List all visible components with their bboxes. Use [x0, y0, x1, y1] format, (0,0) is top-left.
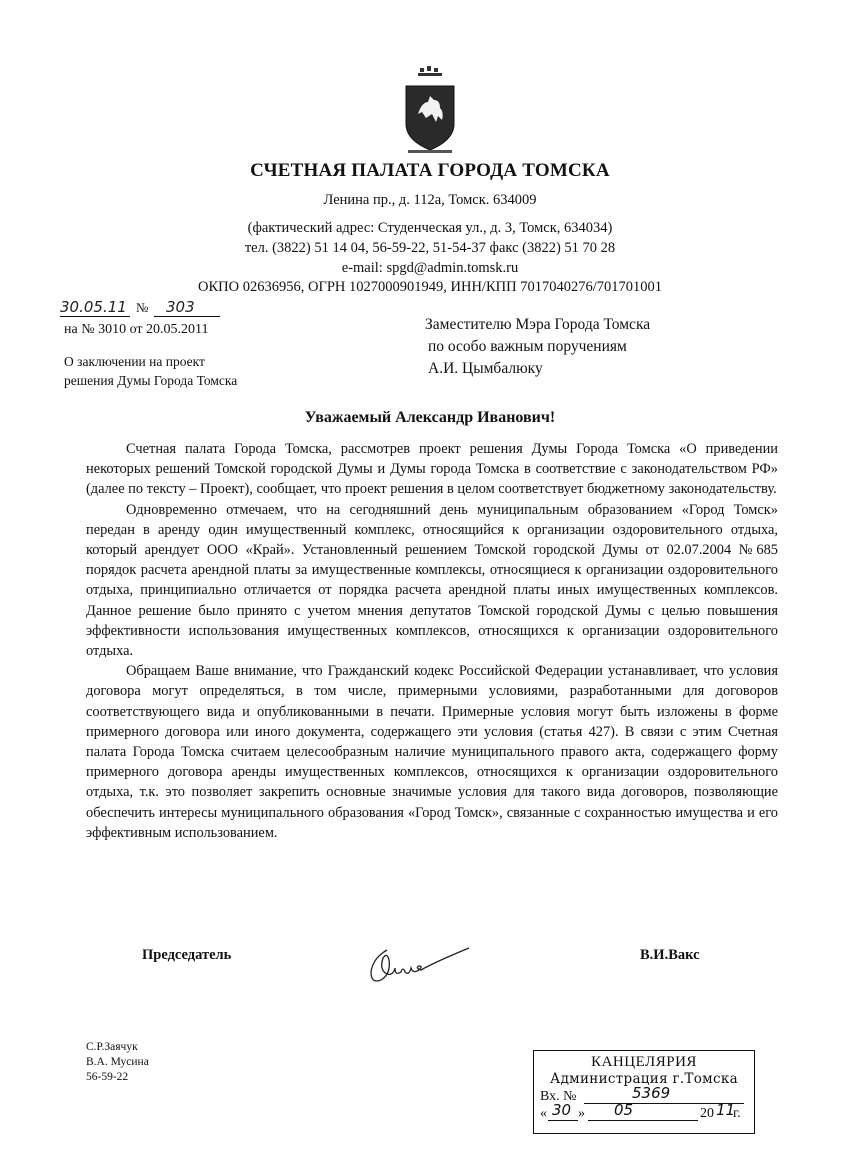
addressee-line: по особо важным поручениям [428, 338, 627, 355]
outgoing-date: 30.05.11 [60, 298, 130, 317]
stamp-incoming-number: 5369 [632, 1084, 671, 1102]
day-open-quote: « [540, 1106, 547, 1121]
stamp-date-row [540, 1101, 748, 1122]
stamp-month: 05 [614, 1101, 634, 1119]
addressee-line: Заместителю Мэра Города Томска [425, 316, 651, 333]
actual-address: (фактический адрес: Студенческая ул., д. 3, Томск, 634034) [247, 220, 613, 236]
stamp-number-label: Вх. № [540, 1089, 577, 1104]
subject-line: О заключении на проект [64, 354, 205, 369]
handwritten-signature-icon [365, 940, 475, 990]
outgoing-registration [60, 298, 260, 320]
greeting: Уважаемый Александр Иванович! [304, 409, 556, 426]
executor-line: В.А. Мусина [86, 1056, 149, 1068]
body-paragraph: Обращаем Ваше внимание, что Гражданский кодекс Российской Федерации устанавливает, что условия договора могут определяться, в том числе, примерными условиями, разработанными для договоров соответствующего вида и опубликованными в печати. Примерные условия могут быть изложены в форме примерного договора или иного документа, содержащего эти условия (статья 427). В связи с этим Счетная палата Города Томска считаем целесообразным наличие муниципального правого акта, содержащего форму примерного договора аренды имущественных комплексов, относящихся к организации оздоровительного отдыха, т.к. это позволяет закрепить основные значимые условия для такого вида договоров, позволяющие обеспечить интересы муниципального образования «Город Томск», связанные с сохранностью имущества и его эффективным использованием. [86, 663, 778, 841]
letter-body [86, 439, 778, 843]
incoming-registration-stamp [533, 1050, 755, 1134]
legal-address: Ленина пр., д. 112а, Томск. 634009 [323, 192, 537, 208]
letter-subject [64, 352, 237, 390]
subject-line: решения Думы Города Томска [64, 373, 238, 388]
registry-codes: ОКПО 02636956, ОГРН 1027000901949, ИНН/КПП 7017040276/701701001 [198, 279, 662, 295]
executors-block [86, 1040, 149, 1085]
addressee-line: А.И. Цымбалюку [428, 360, 543, 377]
month-underline [588, 1105, 698, 1121]
year-abbr: г. [733, 1106, 741, 1121]
executor-line: С.Р.Заячук [86, 1041, 138, 1053]
day-close-quote: » [578, 1106, 585, 1121]
stamp-year-suffix: 11 [716, 1101, 736, 1119]
body-paragraph: Счетная палата Города Томска, рассмотрев проект решения Думы Города Томска «О приведении некоторых решений Томской городской Думы и Думы города Томска в соответствие с законодательством РФ» (далее по тексту – Проект), сообщает, что проект решения в целом соответствует бюджетному законодательству. [86, 441, 778, 498]
organization-title: СЧЕТНАЯ ПАЛАТА ГОРОДА ТОМСКА [250, 160, 610, 181]
stamp-title: КАНЦЕЛЯРИЯ [591, 1054, 697, 1070]
reference-line: на № 3010 от 20.05.2011 [64, 322, 209, 337]
addressee-block [425, 314, 650, 380]
year-prefix: 20 [700, 1106, 714, 1121]
number-sign: № [136, 300, 149, 315]
body-paragraph: Одновременно отмечаем, что на сегодняшний день муниципальным образованием «Город Томск» передан в аренду один имущественный комплекс, относящийся к организации оздоровительного отдыха, который арендует ООО «Край». Установленный решением Томской городской Думы от 02.07.2004 №685 порядок расчета арендной платы за имущественные комплексы, относящиеся к организации оздоровительного отдыха, принципиально отличается от порядка расчета арендной платы иных имущественных комплексов. Данное решение было принято с учетом мнения депутатов Томской городской Думы с целью повышения эффективности использования имущественных комплексов, относящихся к организации оздоровительного отдыха. [86, 501, 778, 660]
executor-line: 56-59-22 [86, 1071, 129, 1083]
outgoing-number: 303 [154, 298, 220, 317]
stamp-organization: Администрация г.Томска [550, 1071, 738, 1087]
email: e-mail: spgd@admin.tomsk.ru [341, 260, 519, 276]
tomsk-coat-of-arms-icon [400, 62, 460, 158]
signatory-name: В.И.Вакс [640, 947, 700, 963]
phone-fax: тел. (3822) 51 14 04, 56-59-22, 51-54-37 факс (3822) 51 70 28 [244, 240, 616, 256]
signatory-role: Председатель [142, 947, 232, 963]
stamp-day: 30 [552, 1101, 572, 1119]
